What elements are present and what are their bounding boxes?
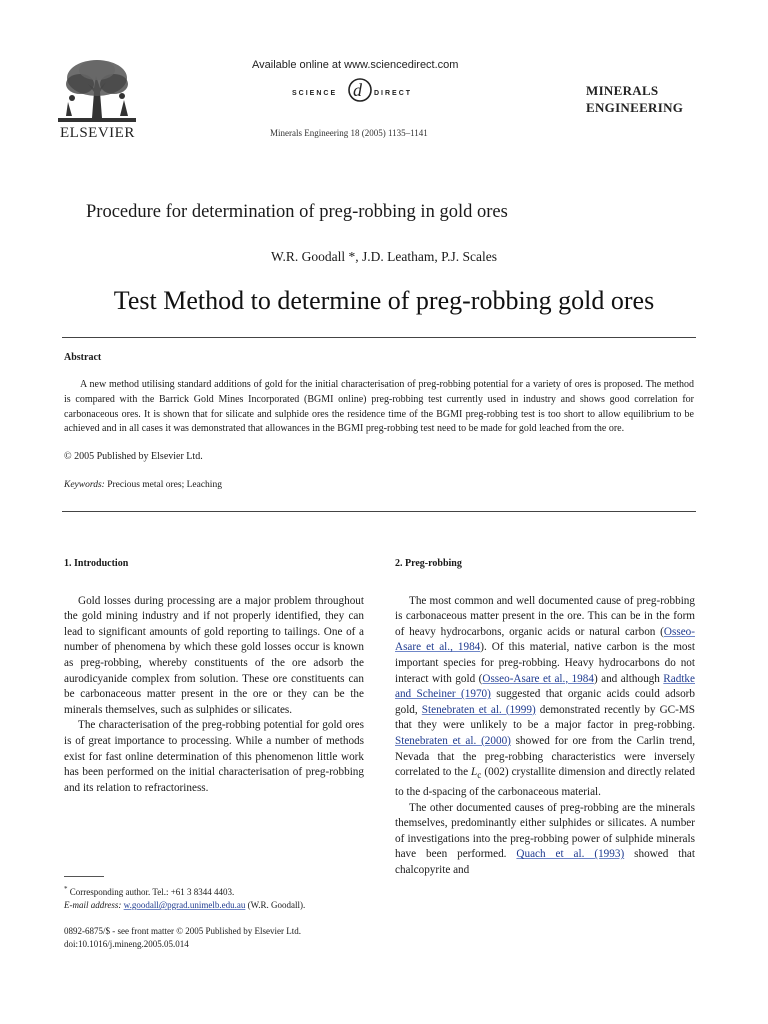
journal-name-line1: MINERALS: [586, 83, 659, 98]
journal-name: [586, 82, 683, 116]
sd-right-text: DIRECT: [374, 90, 413, 97]
citation-link[interactable]: Radtke and Scheiner (1970): [395, 672, 695, 701]
text-run: ). Of this material, native carbon is the most important species for preg-robbing. Heavy hydrocarbons do not interact with gold (: [395, 641, 695, 685]
sciencedirect-icon: [290, 76, 440, 104]
citation-link[interactable]: Osseo-Asare et al., 1984: [482, 672, 594, 685]
footnote-star: *: [64, 885, 68, 893]
email-suffix: (W.R. Goodall).: [245, 900, 306, 910]
issn-line: 0892-6875/$ - see front matter © 2005 Published by Elsevier Ltd.: [64, 926, 302, 936]
issn-doi: [64, 925, 301, 951]
citation-link[interactable]: Osseo-Asare et al., 1984: [395, 625, 695, 654]
keywords: [64, 480, 222, 490]
sciencedirect-logo: [290, 76, 440, 104]
text-run: ) and although: [593, 672, 664, 685]
preg-robbing-paragraph-2: [395, 801, 695, 879]
section-heading-preg-robbing: 2. Preg-robbing: [395, 558, 462, 569]
corresponding-author: [64, 883, 374, 899]
text-run: demonstrated recently by GC-MS that they were unlikely to be a major factor in preg-robbing.: [395, 703, 696, 732]
email-label: E-mail address:: [64, 900, 122, 910]
lc-subscript: c: [477, 771, 482, 782]
elsevier-logo-text: ELSEVIER: [60, 125, 135, 141]
lc-symbol: L: [471, 766, 478, 779]
citation-link[interactable]: Stenebraten et al. (1999): [421, 703, 536, 716]
text-run: (002) crystallite dimension and directly related to the d-spacing of the carbonaceous material.: [395, 766, 695, 798]
journal-name-line2: ENGINEERING: [586, 100, 684, 115]
text-run: suggested that organic acids could adsorb gold,: [395, 688, 695, 716]
available-online-text: Available online at www.sciencedirect.com: [252, 59, 459, 71]
doi-line: doi:10.1016/j.mineng.2005.05.014: [64, 939, 189, 949]
tree-icon: [58, 58, 136, 124]
text-run: showed that chalcopyrite and: [395, 848, 696, 876]
divider-top: [62, 337, 696, 338]
section-heading-introduction: 1. Introduction: [64, 558, 129, 569]
keywords-label: Keywords:: [64, 480, 105, 490]
column-right: [395, 556, 695, 879]
keywords-values: Precious metal ores; Leaching: [107, 480, 222, 490]
intro-paragraph-2: The characterisation of the preg-robbing potential for gold ores is of great importance to processing. While a number of methods exist for fast online determination of this phenomenon little work has been performed on the initial characterisation of preg-robbing and its relation to refractoriness.: [64, 719, 364, 794]
footnote: [64, 883, 374, 912]
divider-bottom: [62, 511, 696, 512]
article-subtitle: Test Method to determine of preg-robbing gold ores: [113, 286, 655, 315]
article-title: Procedure for determination of preg-robbing in gold ores: [86, 202, 508, 222]
email-line: [64, 899, 374, 912]
sd-left-text: SCIENCE: [292, 90, 338, 97]
text-run: The other documented causes of preg-robbing are the minerals themselves, predominantly either sulphides or silicates. A number of investigations into the preg-robbing power of sulphide minerals have been performed.: [395, 801, 695, 861]
citation-link[interactable]: Stenebraten et al. (2000): [395, 734, 511, 747]
article-authors: W.R. Goodall *, J.D. Leatham, P.J. Scales: [271, 249, 497, 264]
text-run: The most common and well documented cause of preg-robbing is carbonaceous matter present in the ore. This can be in the form of heavy hydrocarbons, organic acids or natural carbon (: [395, 594, 695, 638]
corresponding-text: Corresponding author. Tel.: +61 3 8344 4403.: [69, 887, 235, 897]
text-run: showed for ore from the Carlin trend, Nevada that the preg-robbing characteristics were inversely correlated to the: [395, 734, 696, 779]
preg-robbing-paragraph-1: [395, 594, 695, 801]
journal-reference: Minerals Engineering 18 (2005) 1135–1141: [270, 128, 428, 138]
footnote-divider: [64, 876, 104, 877]
abstract-paragraph: A new method utilising standard additions of gold for the initial characterisation of preg-robbing potential for a variety of ores is proposed. The method is compared with the Barrick Gold Mines Incorporated (BGMI online) preg-robbing test currently used in industry and shows good correlation for carbonaceous ores. It is shown that for silicate and sulphide ores the residence time of the BGMI preg-robbing test is too short to allow equilibrium to be achieved and in all cases it was demonstrated that allowances in the BGMI preg-robbing test need to be made for gold leached from the ore.: [64, 379, 694, 435]
email-link[interactable]: w.goodall@pgrad.unimelb.edu.au: [123, 900, 246, 910]
column-left: [64, 556, 364, 796]
intro-paragraph-1: Gold losses during processing are a major problem throughout the gold mining industry and if not properly identified, they can lead to significant amounts of gold reporting to tailings. One of a number of phenomena by which these gold losses occur is known as preg-robbing, whereby constituents of the ore adsorb the aurodicyanide complex from solution. These ore constituents can be carbonaceous matter present in the ore or they can be the minerals themselves, such as sulphides or silicates.: [64, 594, 364, 716]
abstract-copyright: © 2005 Published by Elsevier Ltd.: [64, 451, 203, 462]
abstract-heading: Abstract: [64, 352, 102, 363]
abstract-body: [64, 378, 694, 437]
svg-text:d: d: [353, 80, 362, 100]
citation-link[interactable]: Quach et al. (1993): [516, 848, 625, 861]
